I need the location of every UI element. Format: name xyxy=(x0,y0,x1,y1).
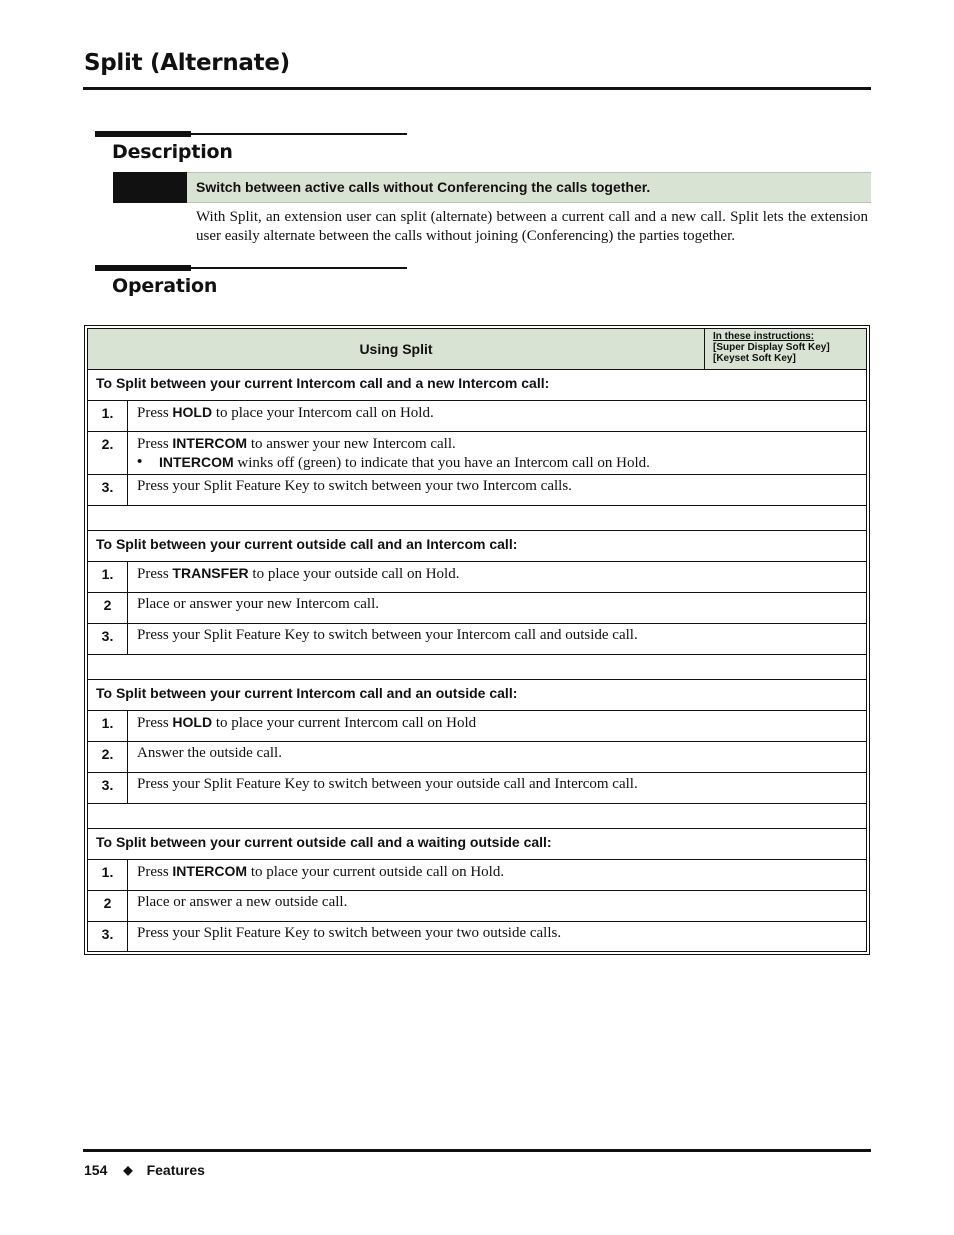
step-row xyxy=(88,773,866,804)
step-number: 3. xyxy=(88,922,128,951)
group-heading: To Split between your current Intercom call and a new Intercom call: xyxy=(88,370,866,401)
group-heading: To Split between your current outside call and a waiting outside call: xyxy=(88,829,866,860)
step-number: 2 xyxy=(88,593,128,623)
operation-heading: Operation xyxy=(112,275,218,297)
operation-table xyxy=(84,325,870,955)
step-text: Press HOLD to place your current Intercom call on Hold xyxy=(137,714,477,731)
summary-marker xyxy=(113,172,187,203)
step-number: 2 xyxy=(88,891,128,921)
step-text: Press HOLD to place your Intercom call on Hold. xyxy=(137,404,434,421)
step-number: 1. xyxy=(88,711,128,741)
table-spacer xyxy=(88,506,866,531)
page-number: 154 xyxy=(84,1162,108,1178)
step-row xyxy=(88,742,866,773)
description-summary xyxy=(113,172,871,203)
note-super-display: [Super Display Soft Key] xyxy=(713,342,830,353)
step-text: Press your Split Feature Key to switch between your outside call and Intercom call. xyxy=(137,776,638,792)
step-text: Place or answer a new outside call. xyxy=(137,894,348,910)
step-row xyxy=(88,593,866,624)
section-rule xyxy=(95,267,407,269)
note-keyset: [Keyset Soft Key] xyxy=(713,353,796,364)
description-heading: Description xyxy=(112,141,233,163)
step-text: Answer the outside call. xyxy=(137,745,282,761)
section-rule xyxy=(95,133,407,135)
step-row xyxy=(88,475,866,506)
step-number: 2. xyxy=(88,742,128,772)
step-row xyxy=(88,891,866,922)
step-number: 1. xyxy=(88,562,128,592)
step-text: Press your Split Feature Key to switch between your two Intercom calls. xyxy=(137,478,572,494)
step-row xyxy=(88,922,866,951)
instructions-note xyxy=(705,329,866,369)
step-number: 1. xyxy=(88,401,128,431)
step-number: 2. xyxy=(88,432,128,474)
key-name: INTERCOM xyxy=(172,435,248,451)
step-number: 3. xyxy=(88,624,128,654)
step-number: 3. xyxy=(88,773,128,803)
footer-section: Features xyxy=(146,1162,205,1178)
step-text: Press your Split Feature Key to switch between your two outside calls. xyxy=(137,925,562,941)
description-body: With Split, an extension user can split (alternate) between a current call and a new call. Split lets the extension user easily alternate between the calls without joining (Conferencing) the parties together. xyxy=(196,209,868,244)
step-row xyxy=(88,432,866,475)
diamond-icon: ◆ xyxy=(123,1163,133,1177)
step-number: 3. xyxy=(88,475,128,505)
summary-text: Switch between active calls without Conferencing the calls together. xyxy=(187,172,871,203)
key-name: HOLD xyxy=(172,714,213,730)
key-name: TRANSFER xyxy=(172,565,249,581)
table-spacer xyxy=(88,804,866,829)
note-heading: In these instructions: xyxy=(713,331,815,342)
step-text: Place or answer your new Intercom call. xyxy=(137,596,379,612)
page-footer xyxy=(84,1162,205,1178)
title-rule xyxy=(83,87,871,90)
page-title: Split (Alternate) xyxy=(84,50,290,76)
step-row xyxy=(88,624,866,655)
table-title: Using Split xyxy=(88,329,705,369)
step-row xyxy=(88,711,866,742)
step-text: Press INTERCOM to place your current outside call on Hold. xyxy=(137,863,505,880)
step-text: Press TRANSFER to place your outside call on Hold. xyxy=(137,565,460,582)
step-number: 1. xyxy=(88,860,128,890)
step-row xyxy=(88,562,866,593)
step-bullet: • INTERCOM winks off (green) to indicate that you have an Intercom call on Hold. xyxy=(137,454,650,471)
key-name: INTERCOM xyxy=(159,454,234,470)
step-row xyxy=(88,860,866,891)
table-header xyxy=(88,329,866,370)
step-text: Press INTERCOM to answer your new Intercom call. • INTERCOM winks off (green) to indicate that you have an Intercom call on Hold. xyxy=(128,432,866,474)
key-name: INTERCOM xyxy=(172,863,248,879)
group-heading: To Split between your current outside call and an Intercom call: xyxy=(88,531,866,562)
key-name: HOLD xyxy=(172,404,213,420)
step-row xyxy=(88,401,866,432)
table-spacer xyxy=(88,655,866,680)
group-heading: To Split between your current Intercom call and an outside call: xyxy=(88,680,866,711)
step-text: Press your Split Feature Key to switch between your Intercom call and outside call. xyxy=(137,627,638,643)
footer-rule xyxy=(83,1149,871,1152)
